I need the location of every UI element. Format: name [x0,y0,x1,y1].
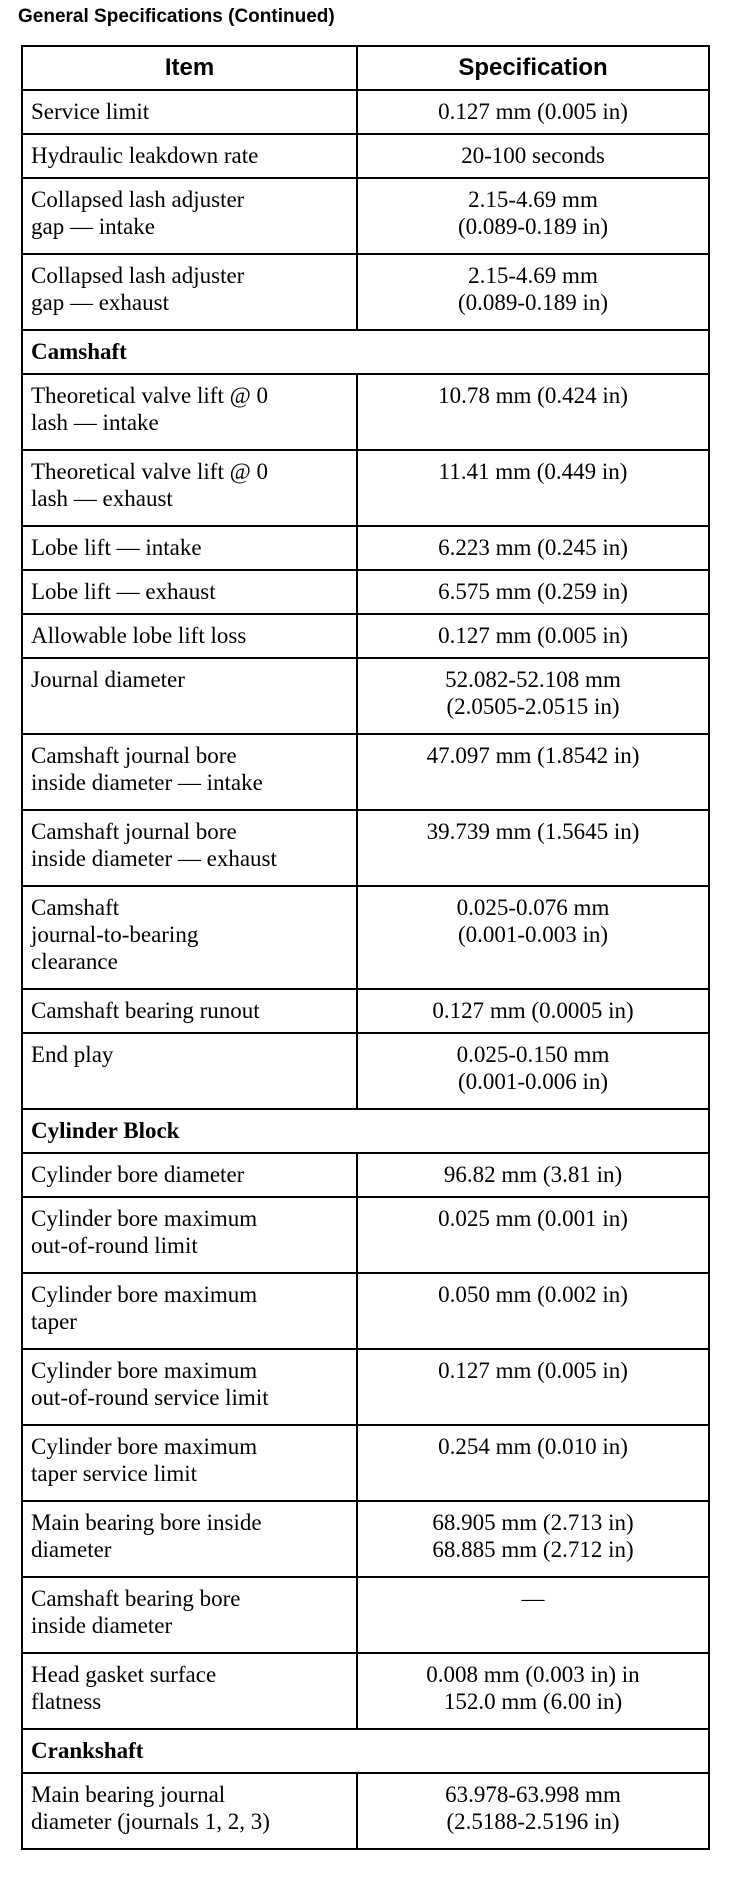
item-text: Main bearing bore inside [31,1510,262,1535]
item-cell [22,134,357,178]
item-text: taper service limit [31,1461,198,1486]
item-cell [22,734,357,810]
specification-cell [357,1653,709,1729]
specifications-table [21,45,710,1850]
item-cell [22,1153,357,1197]
table-row [22,1577,709,1653]
specification-cell [357,450,709,526]
item-text: diameter [31,1537,112,1562]
table-row [22,989,709,1033]
header-item: Item [22,46,357,90]
item-cell [22,1349,357,1425]
table-row [22,734,709,810]
table-row [22,570,709,614]
item-text: gap — exhaust [31,290,169,315]
specification-text: 20-100 seconds [461,143,605,168]
specification-text: 6.575 mm (0.259 in) [438,579,628,604]
item-text: out-of-round limit [31,1233,198,1258]
specification-cell [357,526,709,570]
item-text: Cylinder bore maximum [31,1206,258,1231]
specification-text: 39.739 mm (1.5645 in) [426,819,640,844]
section-title: Camshaft [22,330,709,374]
item-cell [22,1501,357,1577]
item-cell [22,1773,357,1849]
table-row [22,1349,709,1425]
table-row [22,450,709,526]
item-text: Theoretical valve lift @ 0 [31,459,269,484]
item-text: lash — exhaust [31,486,173,511]
table-row [22,134,709,178]
section-row [22,1109,709,1153]
specification-text: (0.001-0.003 in) [457,922,609,947]
specification-cell [357,886,709,989]
specification-text: 11.41 mm (0.449 in) [438,459,628,484]
item-cell [22,886,357,989]
specification-text: 0.254 mm (0.010 in) [438,1434,628,1459]
specification-cell [357,989,709,1033]
item-text: flatness [31,1689,102,1714]
table-row [22,526,709,570]
specification-text: (2.0505-2.0515 in) [446,694,620,719]
table-row [22,1153,709,1197]
item-text: inside diameter — intake [31,770,263,795]
specification-text: 10.78 mm (0.424 in) [438,383,628,408]
specification-text: 0.025 mm (0.001 in) [438,1206,628,1231]
item-cell [22,810,357,886]
specification-text: 0.127 mm (0.005 in) [438,623,628,648]
specification-cell [357,1273,709,1349]
item-text: inside diameter — exhaust [31,846,277,871]
item-text: Main bearing journal [31,1782,226,1807]
item-text: Service limit [31,99,150,124]
table-row [22,1273,709,1349]
specification-text: 0.008 mm (0.003 in) in [426,1662,640,1687]
item-text: journal-to-bearing [31,922,199,947]
table-row [22,886,709,989]
item-text: taper [31,1309,77,1334]
specification-text: 0.127 mm (0.0005 in) [432,998,634,1023]
specification-text: 68.885 mm (2.712 in) [432,1537,634,1562]
item-cell [22,1653,357,1729]
table-row [22,614,709,658]
item-cell [22,1197,357,1273]
item-text: Cylinder bore maximum [31,1358,258,1383]
item-text: Cylinder bore maximum [31,1434,258,1459]
page-title: General Specifications (Continued) [18,6,335,27]
specification-text: — [521,1586,545,1611]
specification-text: 152.0 mm (6.00 in) [443,1689,623,1714]
item-text: Lobe lift — intake [31,535,202,560]
item-text: Camshaft [31,895,120,920]
specification-text: 0.050 mm (0.002 in) [438,1282,628,1307]
item-text: Collapsed lash adjuster [31,263,245,288]
specification-text: 2.15-4.69 mm [468,263,598,288]
specification-text: 0.025-0.076 mm [456,895,610,920]
specification-cell [357,658,709,734]
item-text: gap — intake [31,214,155,239]
table-row [22,810,709,886]
section-row [22,1729,709,1773]
item-text: Head gasket surface [31,1662,217,1687]
item-cell [22,526,357,570]
section-row [22,330,709,374]
item-cell [22,1033,357,1109]
item-text: Allowable lobe lift loss [31,623,247,648]
specification-text: 0.127 mm (0.005 in) [438,1358,628,1383]
item-cell [22,1425,357,1501]
table-row [22,1197,709,1273]
table-row [22,178,709,254]
specification-cell [357,134,709,178]
item-cell [22,570,357,614]
table-row [22,90,709,134]
specification-cell [357,614,709,658]
item-cell [22,1577,357,1653]
item-cell [22,374,357,450]
specification-text: 0.025-0.150 mm [456,1042,610,1067]
item-text: lash — intake [31,410,159,435]
specification-text: (2.5188-2.5196 in) [446,1809,620,1834]
table-row [22,1425,709,1501]
item-text: Cylinder bore diameter [31,1162,245,1187]
item-text: clearance [31,949,118,974]
specification-cell [357,1501,709,1577]
specification-cell [357,90,709,134]
specification-text: 2.15-4.69 mm [468,187,598,212]
item-cell [22,450,357,526]
item-text: Theoretical valve lift @ 0 [31,383,269,408]
specification-cell [357,1425,709,1501]
specification-text: (0.089-0.189 in) [457,290,609,315]
section-title: Cylinder Block [22,1109,709,1153]
table-row [22,658,709,734]
header-specification: Specification [357,46,709,90]
specification-text: 68.905 mm (2.713 in) [432,1510,634,1535]
item-text: Lobe lift — exhaust [31,579,216,604]
item-cell [22,658,357,734]
item-cell [22,254,357,330]
table-row [22,254,709,330]
specification-cell [357,254,709,330]
specification-cell [357,570,709,614]
specification-text: 63.978-63.998 mm [445,1782,621,1807]
item-text: Cylinder bore maximum [31,1282,258,1307]
item-text: Journal diameter [31,667,185,692]
table-row [22,1773,709,1849]
specification-cell [357,1197,709,1273]
table-row [22,1033,709,1109]
item-text: Hydraulic leakdown rate [31,143,259,168]
item-text: Camshaft journal bore [31,819,237,844]
specification-text: 96.82 mm (3.81 in) [443,1162,623,1187]
specification-cell [357,1577,709,1653]
specification-cell [357,1153,709,1197]
item-cell [22,1273,357,1349]
specification-text: 0.127 mm (0.005 in) [438,99,628,124]
specification-text: 52.082-52.108 mm [445,667,621,692]
specification-text: 6.223 mm (0.245 in) [438,535,628,560]
table-row [22,1501,709,1577]
item-text: Camshaft bearing bore [31,1586,241,1611]
item-text: End play [31,1042,114,1067]
specification-cell [357,734,709,810]
item-cell [22,989,357,1033]
specification-cell [357,374,709,450]
item-text: inside diameter [31,1613,173,1638]
item-cell [22,614,357,658]
section-title: Crankshaft [22,1729,709,1773]
specification-text: 47.097 mm (1.8542 in) [426,743,640,768]
item-text: Collapsed lash adjuster [31,187,245,212]
table-header-row [22,46,709,90]
table-row [22,374,709,450]
item-cell [22,178,357,254]
specification-cell [357,178,709,254]
table-row [22,1653,709,1729]
table-body [22,90,709,1849]
specification-text: (0.001-0.006 in) [457,1069,609,1094]
item-text: diameter (journals 1, 2, 3) [31,1809,270,1834]
specification-cell [357,810,709,886]
item-cell [22,90,357,134]
specification-cell [357,1033,709,1109]
specification-text: (0.089-0.189 in) [457,214,609,239]
item-text: Camshaft bearing runout [31,998,260,1023]
item-text: out-of-round service limit [31,1385,269,1410]
item-text: Camshaft journal bore [31,743,237,768]
specification-cell [357,1349,709,1425]
specification-cell [357,1773,709,1849]
